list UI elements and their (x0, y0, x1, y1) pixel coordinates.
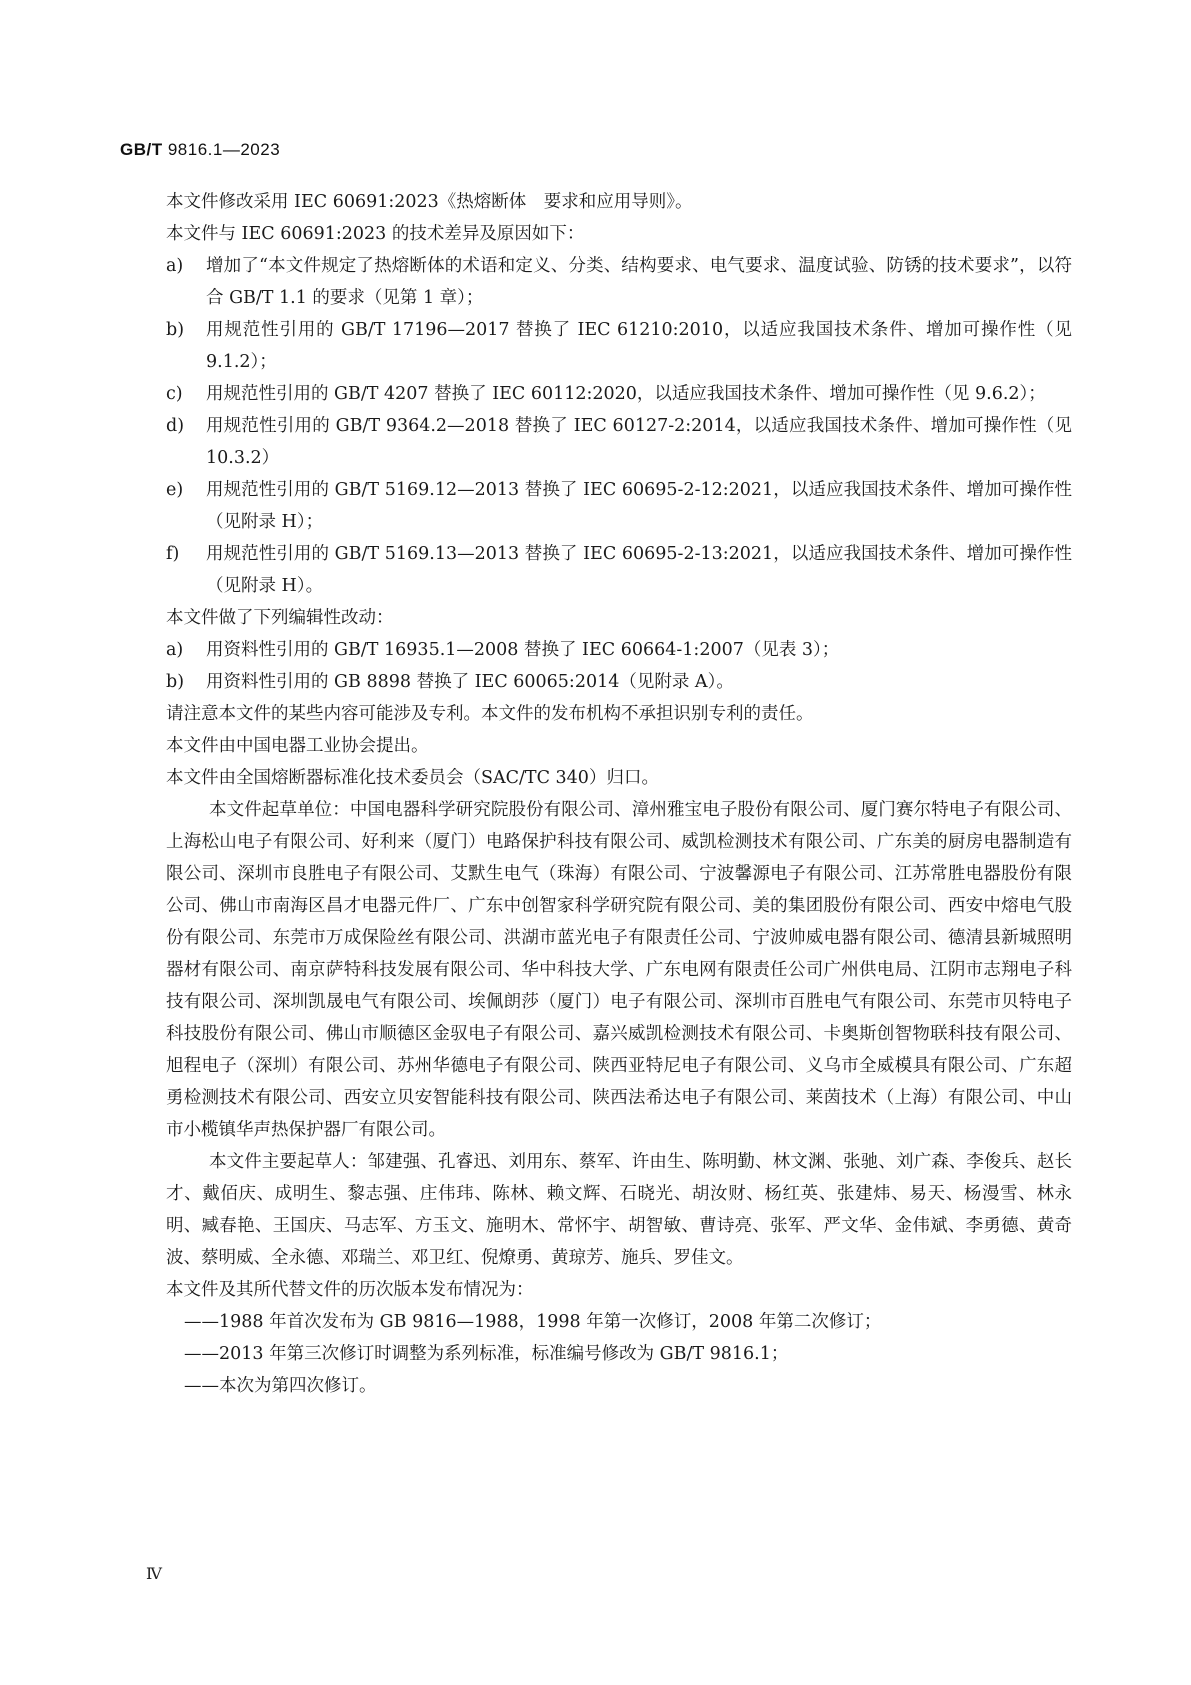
list-marker: f) (166, 544, 180, 564)
history-item: ——2013 年第三次修订时调整为系列标准，标准编号修改为 GB/T 9816.1； (184, 1344, 789, 1364)
drafting-units: 本文件起草单位：中国电器科学研究院股份有限公司、漳州雅宝电子股份有限公司、厦门赛尔特电子有限公司、上海松山电子有限公司、好利来（厦门）电路保护科技有限公司、威凯检测技术有限公司、广东美的厨房电器制造有限公司、深圳市良胜电子有限公司、艾默生电气（珠海）有限公司、宁波馨源电子有限公司、江苏常胜电器股份有限公司、佛山市南海区昌才电器元件厂、广东中创智家科学研究院有限公司、美的集团股份有限公司、西安中熔电气股份有限公司、东莞市万成保险丝有限公司、洪湖市蓝光电子有限责任公司、宁波帅威电器有限公司、德清县新城照明器材有限公司、南京萨特科技发展有限公司、华中科技大学、广东电网有限责任公司广州供电局、江阴市志翔电子科技有限公司、深圳凯晟电气有限公司、埃佩朗莎（厦门）电子有限公司、深圳市百胜电气有限公司、东莞市贝特电子科技股份有限公司、佛山市顺德区金驭电子有限公司、嘉兴威凯检测技术有限公司、卡奥斯创智物联科技有限公司、旭程电子（深圳）有限公司、苏州华德电子有限公司、陕西亚特尼电子有限公司、义乌市全威模具有限公司、广东超勇检测技术有限公司、西安立贝安智能科技有限公司、陕西法希达电子有限公司、莱茵技术（上海）有限公司、中山市小榄镇华声热保护器厂有限公司。 (166, 800, 1072, 1140)
list-marker: a) (166, 256, 184, 276)
list-item (166, 666, 1072, 698)
tech-diff-list (166, 250, 1072, 602)
patent-notice: 请注意本文件的某些内容可能涉及专利。本文件的发布机构不承担识别专利的责任。 (166, 704, 814, 724)
list-item (166, 538, 1072, 602)
adoption-statement: 本文件修改采用 IEC 60691:2023《热熔断体 要求和应用导则》。 (166, 192, 693, 212)
list-item (166, 314, 1072, 378)
editorial-intro: 本文件做了下列编辑性改动： (166, 608, 394, 628)
editorial-list (166, 634, 1072, 698)
list-text: 用规范性引用的 GB/T 9364.2—2018 替换了 IEC 60127-2:2014，以适应我国技术条件、增加可操作性（见 10.3.2） (206, 416, 1072, 468)
history-intro: 本文件及其所代替文件的历次版本发布情况为： (166, 1280, 534, 1300)
list-text: 用规范性引用的 GB/T 17196—2017 替换了 IEC 61210:2010，以适应我国技术条件、增加可操作性（见 9.1.2）； (206, 320, 1072, 372)
list-text: 增加了“本文件规定了热熔断体的术语和定义、分类、结构要求、电气要求、温度试验、防锈的技术要求”，以符合 GB/T 1.1 的要求（见第 1 章）； (206, 256, 1072, 308)
list-item (166, 634, 1072, 666)
list-marker: b) (166, 320, 185, 340)
list-item (166, 378, 1072, 410)
foreword-body (166, 186, 1072, 1402)
tech-diff-intro: 本文件与 IEC 60691:2023 的技术差异及原因如下： (166, 224, 585, 244)
standard-number: 9816.1—2023 (167, 140, 281, 159)
centralized-by: 本文件由全国熔断器标准化技术委员会（SAC/TC 340）归口。 (166, 768, 659, 788)
history-item: ——1988 年首次发布为 GB 9816—1988，1998 年第一次修订，2008 年第二次修订； (184, 1312, 882, 1332)
page-number: Ⅳ (146, 1564, 162, 1583)
proposed-by: 本文件由中国电器工业协会提出。 (166, 736, 429, 756)
list-marker: a) (166, 640, 184, 660)
list-text: 用规范性引用的 GB/T 5169.12—2013 替换了 IEC 60695-2-12:2021，以适应我国技术条件、增加可操作性（见附录 H）； (206, 480, 1072, 532)
list-text: 用规范性引用的 GB/T 4207 替换了 IEC 60112:2020，以适应我国技术条件、增加可操作性（见 9.6.2）； (206, 384, 1046, 404)
list-text: 用规范性引用的 GB/T 5169.13—2013 替换了 IEC 60695-2-13:2021，以适应我国技术条件、增加可操作性（见附录 H）。 (206, 544, 1072, 596)
page-header (120, 140, 280, 160)
list-marker: b) (166, 672, 185, 692)
drafters: 本文件主要起草人：邹建强、孔睿迅、刘用东、蔡军、许由生、陈明勤、林文渊、张驰、刘广森、李俊兵、赵长才、戴佰庆、成明生、黎志强、庄伟玮、陈林、赖文辉、石晓光、胡汝财、杨红英、张建炜、易天、杨漫雪、林永明、臧春艳、王国庆、马志军、方玉文、施明木、常怀宇、胡智敏、曹诗亮、张军、严文华、金伟斌、李勇德、黄奇波、蔡明威、全永德、邓瑞兰、邓卫红、倪燎勇、黄琼芳、施兵、罗佳文。 (166, 1152, 1072, 1268)
list-text: 用资料性引用的 GB/T 16935.1—2008 替换了 IEC 60664-1:2007（见表 3）； (206, 640, 840, 660)
list-item (166, 250, 1072, 314)
list-marker: d) (166, 416, 185, 436)
list-item (166, 474, 1072, 538)
list-marker: e) (166, 480, 184, 500)
list-item (166, 410, 1072, 474)
list-text: 用资料性引用的 GB 8898 替换了 IEC 60065:2014（见附录 A）。 (206, 672, 734, 692)
list-marker: c) (166, 384, 183, 404)
history-item: ——本次为第四次修订。 (184, 1376, 377, 1396)
standard-prefix: GB/T (120, 140, 163, 159)
